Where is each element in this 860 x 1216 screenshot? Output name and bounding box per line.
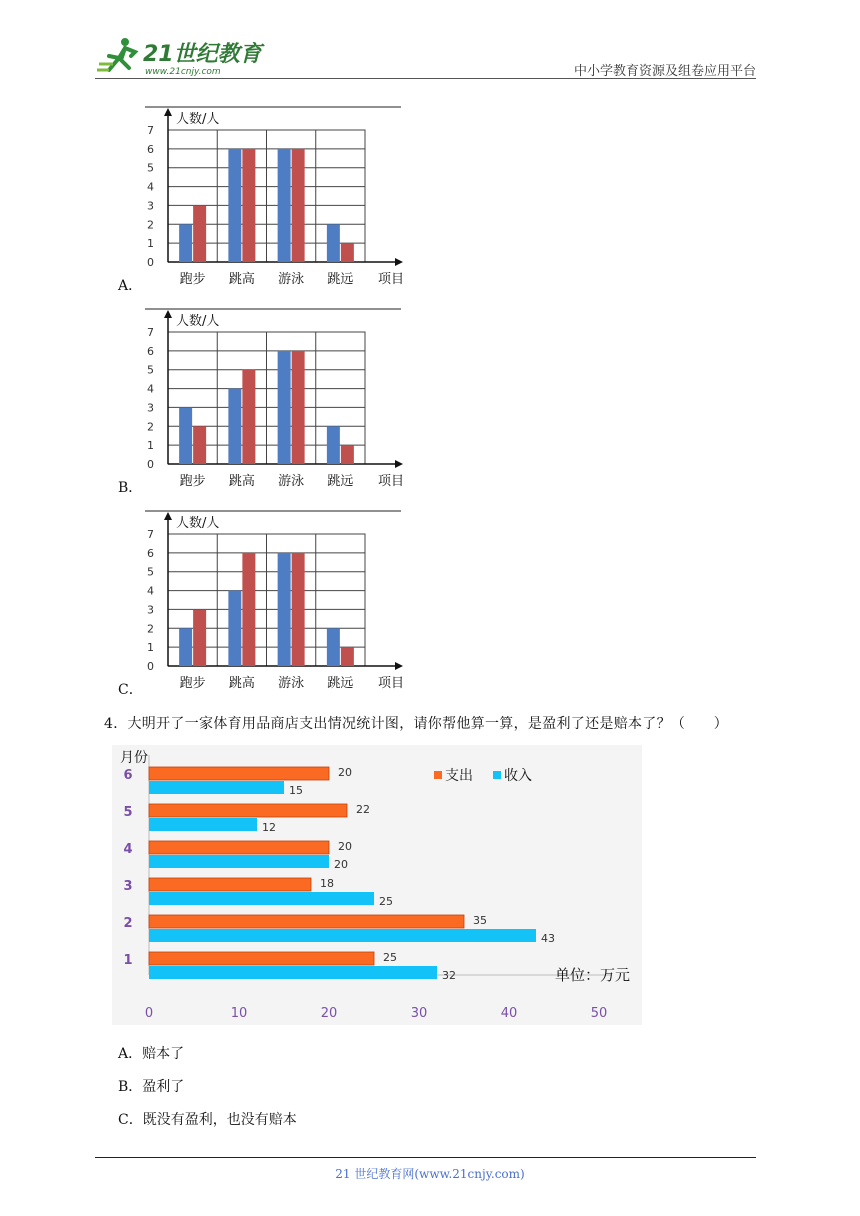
logo-url: www.21cnjy.com: [145, 67, 221, 77]
choice-a: A．赔本了: [118, 1046, 185, 1062]
legend-swatch-income: [493, 771, 501, 779]
bar-expense: [149, 915, 464, 928]
header-divider: [95, 78, 756, 79]
y-tick-label: 5: [147, 161, 154, 175]
option-b-letter: B．: [118, 480, 143, 496]
y-tick-label: 7: [147, 124, 154, 137]
y-axis-arrow: [164, 512, 172, 520]
y-axis-label: 人数/人: [176, 112, 220, 127]
bar-expense: [149, 878, 311, 891]
option-a-chart: [125, 104, 415, 290]
legend-swatch-expense: [434, 771, 442, 779]
x-tick-label: 游泳: [278, 272, 305, 287]
y-tick-label: 2: [147, 218, 154, 232]
bar: [242, 149, 255, 262]
x-tick-label: 10: [230, 1006, 248, 1021]
bar: [292, 351, 305, 464]
option-c-letter: C．: [118, 682, 143, 698]
x-axis-label: 项目: [377, 676, 405, 691]
bar: [242, 553, 255, 666]
y-tick-label: 3: [147, 199, 154, 213]
footer-text: 21 世纪教育网(www.21cnjy.com): [335, 1167, 525, 1181]
data-label-expense: 20: [338, 840, 352, 853]
x-tick-label: 游泳: [278, 474, 305, 489]
bar: [278, 553, 291, 666]
data-label-income: 15: [289, 784, 303, 797]
unit-label: 单位：万元: [555, 966, 631, 984]
logo-text: 21世纪教育: [143, 42, 262, 67]
y-tick-label: 1: [123, 953, 133, 968]
bar: [327, 224, 340, 262]
bar: [327, 628, 340, 666]
bar-income: [149, 818, 257, 831]
data-label-expense: 22: [356, 803, 370, 816]
option-b-chart: [125, 306, 415, 492]
y-axis-arrow: [164, 108, 172, 116]
option-a-letter: A．: [118, 278, 143, 294]
bar: [193, 426, 206, 464]
y-tick-label: 2: [147, 420, 154, 434]
y-tick-label: 6: [147, 142, 154, 156]
y-tick-label: 6: [147, 546, 154, 560]
bar: [292, 553, 305, 666]
bar: [228, 591, 241, 666]
data-label-expense: 25: [383, 951, 397, 964]
question-4-chart: [112, 745, 642, 1025]
y-tick-label: 2: [147, 622, 154, 636]
y-tick-label: 3: [147, 603, 154, 617]
y-tick-label: 4: [147, 382, 154, 396]
bar: [179, 224, 192, 262]
bar: [228, 389, 241, 464]
bar: [278, 351, 291, 464]
x-tick-label: 20: [320, 1006, 338, 1021]
y-axis-label: 月份: [120, 750, 148, 766]
bar-expense: [149, 841, 329, 854]
y-tick-label: 1: [147, 439, 154, 453]
data-label-expense: 20: [338, 766, 352, 779]
y-tick-label: 0: [147, 660, 154, 673]
y-tick-label: 4: [147, 180, 154, 194]
x-tick-label: 跳高: [228, 676, 255, 691]
bar: [292, 149, 305, 262]
x-tick-label: 50: [590, 1006, 608, 1021]
bar: [341, 243, 354, 262]
bar: [179, 628, 192, 666]
x-axis-arrow: [395, 460, 403, 468]
y-tick-label: 7: [147, 528, 154, 541]
bar: [341, 647, 354, 666]
option-c-chart: [125, 508, 415, 694]
legend-label-income: 收入: [504, 768, 532, 784]
y-tick-label: 1: [147, 237, 154, 251]
data-label-income: 32: [442, 969, 456, 982]
bar: [179, 407, 192, 464]
y-tick-label: 4: [123, 842, 133, 857]
y-tick-label: 2: [123, 916, 133, 931]
bar: [228, 149, 241, 262]
y-tick-label: 3: [147, 401, 154, 415]
data-label-income: 12: [262, 821, 276, 834]
y-tick-label: 6: [147, 344, 154, 358]
bar-expense: [149, 804, 347, 817]
y-axis-label: 人数/人: [176, 314, 220, 329]
x-tick-label: 跳远: [327, 676, 354, 691]
y-tick-label: 5: [147, 565, 154, 579]
y-tick-label: 0: [147, 458, 154, 471]
x-tick-label: 跑步: [179, 474, 206, 489]
x-tick-label: 跳远: [327, 474, 354, 489]
y-tick-label: 5: [147, 363, 154, 377]
data-label-expense: 18: [320, 877, 334, 890]
header-platform-name: 中小学教育资源及组卷应用平台: [573, 64, 756, 79]
bar-expense: [149, 952, 374, 965]
y-tick-label: 5: [123, 805, 133, 820]
bar: [193, 205, 206, 262]
bar-income: [149, 966, 437, 979]
bar-income: [149, 781, 284, 794]
y-tick-label: 7: [147, 326, 154, 339]
bar: [327, 426, 340, 464]
question-4-text: 4．大明开了一家体育用品商店支出情况统计图，请你帮他算一算，是盈利了还是赔本了？（ ）: [104, 716, 729, 732]
bar-income: [149, 855, 329, 868]
choice-c: C．既没有盈利，也没有赔本: [118, 1112, 297, 1128]
y-tick-label: 1: [147, 641, 154, 655]
x-tick-label: 0: [144, 1006, 154, 1021]
y-tick-label: 0: [147, 256, 154, 269]
y-axis-arrow: [164, 310, 172, 318]
x-axis-label: 项目: [377, 474, 405, 489]
x-tick-label: 40: [500, 1006, 518, 1021]
choice-b: B．盈利了: [118, 1079, 185, 1095]
y-tick-label: 3: [123, 879, 133, 894]
logo-runner-icon: [95, 34, 265, 78]
x-tick-label: 跳高: [228, 474, 255, 489]
data-label-income: 43: [541, 932, 555, 945]
logo: [95, 34, 265, 78]
bar-income: [149, 892, 374, 905]
x-tick-label: 30: [410, 1006, 428, 1021]
x-axis-label: 项目: [377, 272, 405, 287]
data-label-income: 20: [334, 858, 348, 871]
bar: [341, 445, 354, 464]
x-tick-label: 跑步: [179, 676, 206, 691]
bar-income: [149, 929, 536, 942]
x-tick-label: 跑步: [179, 272, 206, 287]
bar: [193, 609, 206, 666]
bar-expense: [149, 767, 329, 780]
x-axis-arrow: [395, 258, 403, 266]
y-axis-label: 人数/人: [176, 516, 220, 531]
bar: [242, 370, 255, 464]
legend-label-expense: 支出: [445, 768, 473, 784]
footer-divider: [95, 1157, 756, 1158]
x-tick-label: 游泳: [278, 676, 305, 691]
y-tick-label: 4: [147, 584, 154, 598]
x-tick-label: 跳高: [228, 272, 255, 287]
y-tick-label: 6: [123, 768, 133, 783]
data-label-expense: 35: [473, 914, 487, 927]
x-tick-label: 跳远: [327, 272, 354, 287]
x-axis-arrow: [395, 662, 403, 670]
bar: [278, 149, 291, 262]
data-label-income: 25: [379, 895, 393, 908]
